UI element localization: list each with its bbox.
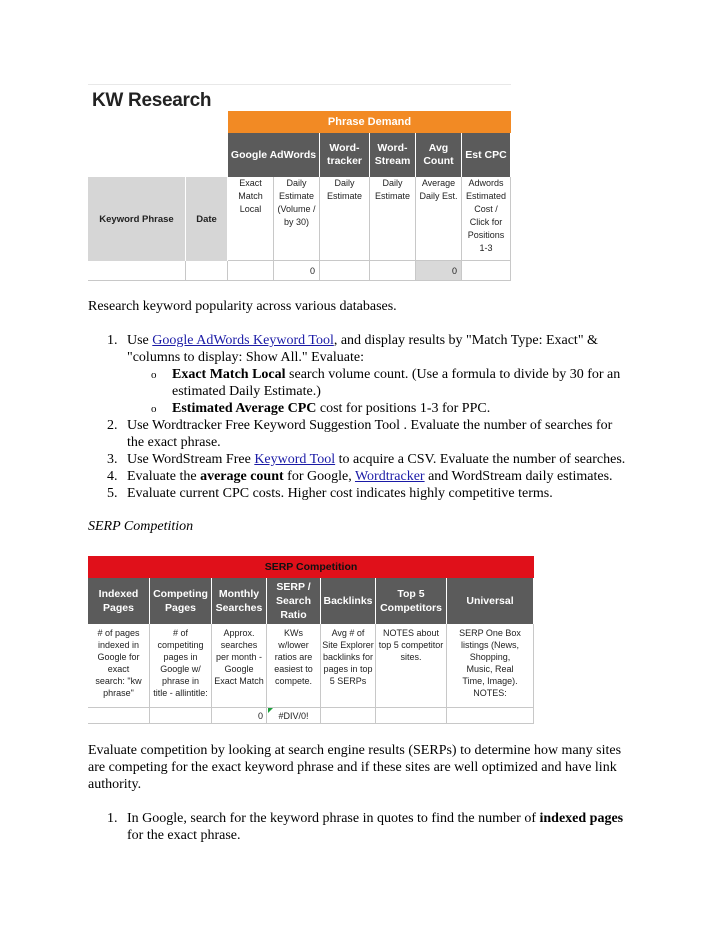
bullet-marker: o [151, 369, 157, 381]
col-keyword-phrase: Keyword Phrase [88, 177, 186, 261]
desc-indexed-pages: # of pages indexed in Google for exact search: "kw phrase" [88, 624, 150, 708]
foot-daily-estimate: 0 [274, 261, 320, 281]
text: and WordStream daily estimates. [424, 469, 613, 484]
header-est-cpc: Est CPC [462, 133, 511, 177]
serp-sheet-title: SERP Competition [88, 556, 534, 578]
list-item-average-count [127, 468, 613, 485]
list-item-wordtracker: Use Wordtracker Free Keyword Suggestion Tool . Evaluate the number of searches for [127, 418, 613, 433]
text: search volume count. (Use a formula to divide by 30 for an [285, 367, 621, 382]
bold-text: indexed pages [539, 811, 624, 826]
desc-daily-estimate-adwords: Daily Estimate (Volume / by 30) [274, 177, 320, 261]
list-item-indexed-pages [127, 810, 623, 827]
header-universal: Universal [447, 578, 534, 624]
desc-serp-search-ratio: KWs w/lower ratios are easiest to compete. [267, 624, 321, 708]
sub-item-exact-match [172, 366, 620, 383]
foot-cell [186, 261, 228, 281]
foot-cell [150, 708, 212, 724]
sub-item-cpc [172, 400, 490, 417]
foot-serp-ratio: #DIV/0! [267, 708, 321, 724]
header-wordstream: Word- Stream [370, 133, 416, 177]
text: cost for positions 1-3 for PPC. [316, 401, 491, 416]
header-monthly-searches: Monthly Searches [212, 578, 267, 624]
header-indexed-pages: Indexed Pages [88, 578, 150, 624]
kw-research-sheet [88, 84, 511, 285]
list-number: 3. [107, 452, 118, 467]
list-item-wordstream [127, 451, 625, 468]
foot-cell [228, 261, 274, 281]
text: , and display results by "Match Type: Exact" & [333, 333, 598, 348]
foot-cell [321, 708, 376, 724]
list-item-continuation: for the exact phrase. [127, 828, 241, 843]
serp-competition-heading: SERP Competition [88, 519, 194, 534]
list-item-adwords [127, 332, 598, 349]
foot-cell [88, 708, 150, 724]
header-blank [88, 133, 228, 177]
header-avg-count: Avg Count [416, 133, 462, 177]
header-wordtracker: Word- tracker [320, 133, 370, 177]
header-serp-search-ratio: SERP / Search Ratio [267, 578, 321, 624]
text: Use WordStream Free [127, 452, 255, 467]
text: for Google, [283, 469, 355, 484]
header-backlinks: Backlinks [321, 578, 376, 624]
desc-backlinks: Avg # of Site Explorer backlinks for pages in top 5 SERPs [321, 624, 376, 708]
desc-adwords-cpc: Adwords Estimated Cost / Click for Positions 1-3 [462, 177, 511, 261]
list-item-continuation: the exact phrase. [127, 435, 221, 450]
foot-monthly-searches: 0 [212, 708, 267, 724]
list-number: 1. [107, 333, 118, 348]
foot-cell [88, 261, 186, 281]
desc-monthly-searches: Approx. searches per month - Google Exact Match [212, 624, 267, 708]
competition-line: are competing for the exact keyword phrase and if these sites are well optimized and have link [88, 760, 617, 775]
sheet-title: KW Research [92, 90, 212, 111]
text: to acquire a CSV. Evaluate the number of searches. [335, 452, 626, 467]
header-google-adwords: Google AdWords [228, 133, 320, 177]
desc-average-daily: Average Daily Est. [416, 177, 462, 261]
foot-average-count: 0 [416, 261, 462, 281]
list-item-continuation: "columns to display: Show All." Evaluate: [127, 350, 364, 365]
header-competing-pages: Competing Pages [150, 578, 212, 624]
list-number: 1. [107, 811, 118, 826]
sub-item-continuation: estimated Daily Estimate.) [172, 384, 321, 399]
desc-exact-match-local: Exact Match Local [228, 177, 274, 261]
wordtracker-link[interactable]: Wordtracker [354, 469, 425, 484]
desc-daily-estimate-wordtracker: Daily Estimate [320, 177, 370, 261]
text: Use [127, 333, 153, 348]
foot-cell [320, 261, 370, 281]
list-number: 2. [107, 418, 118, 433]
bold-text: Exact Match Local [172, 367, 286, 382]
comment-marker-icon [268, 708, 273, 713]
keyword-tool-link[interactable]: Keyword Tool [254, 452, 336, 467]
competition-line: Evaluate competition by looking at search engine results (SERPs) to determine how many sites [88, 743, 622, 758]
desc-universal: SERP One Box listings (News, Shopping, Music, Real Time, Image). NOTES: [447, 624, 534, 708]
bold-text: Estimated Average CPC [172, 401, 317, 416]
list-item-cpc-costs: Evaluate current CPC costs. Higher cost indicates highly competitive terms. [127, 486, 553, 501]
foot-cell [447, 708, 534, 724]
intro-paragraph: Research keyword popularity across various databases. [88, 299, 397, 314]
list-number: 5. [107, 486, 118, 501]
foot-cell [462, 261, 511, 281]
desc-top5-competitors: NOTES about top 5 competitor sites. [376, 624, 447, 708]
adwords-keyword-tool-link[interactable]: Google AdWords Keyword Tool [152, 333, 334, 348]
desc-daily-estimate-wordstream: Daily Estimate [370, 177, 416, 261]
text: In Google, search for the keyword phrase in quotes to find the number of [127, 811, 540, 826]
text: Evaluate the [127, 469, 201, 484]
header-top5-competitors: Top 5 Competitors [376, 578, 447, 624]
col-date: Date [186, 177, 228, 261]
foot-cell [370, 261, 416, 281]
serp-competition-sheet [88, 556, 534, 726]
foot-cell [376, 708, 447, 724]
list-number: 4. [107, 469, 118, 484]
phrase-demand-header: Phrase Demand [228, 111, 511, 133]
bold-text: average count [200, 469, 284, 484]
competition-line: authority. [88, 777, 142, 792]
bullet-marker: o [151, 403, 157, 415]
desc-competing-pages: # of competiting pages in Google w/ phrase in title - allintitle: [150, 624, 212, 708]
